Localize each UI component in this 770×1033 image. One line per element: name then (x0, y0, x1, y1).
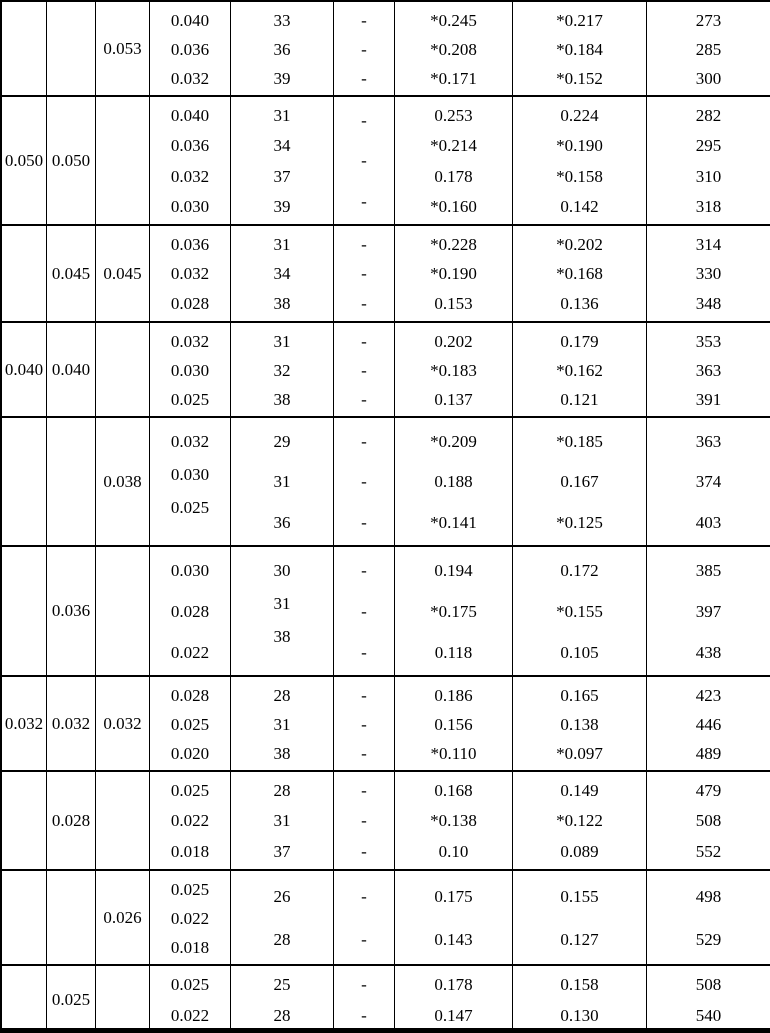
cell-value: 39 (273, 68, 291, 88)
cell-value: 438 (695, 642, 722, 662)
cell-value: 0.032 (170, 166, 210, 186)
cell-value: *0.141 (430, 512, 477, 532)
cell-value: 0.036 (170, 39, 210, 59)
table-cell-b3-c6 (334, 226, 395, 321)
table-cell-b7-c3 (96, 677, 150, 770)
cell-value: 38 (273, 627, 291, 646)
cell-value: - (361, 561, 367, 581)
table-cell-b5-c2 (47, 418, 96, 545)
cell-value: 0.025 (170, 498, 210, 517)
cell-value: 0.022 (170, 642, 210, 662)
cell-value: 0.045 (51, 263, 91, 283)
table-cell-b7-c5 (231, 677, 334, 770)
cell-value: - (361, 886, 367, 906)
table-cell-b7-c8 (513, 677, 647, 770)
table-cell-b2-c9 (647, 97, 770, 224)
cell-value: 0.130 (560, 1005, 599, 1025)
cell-value: *0.168 (556, 264, 603, 284)
table-cell-b6-c3 (96, 547, 150, 675)
cell-value: 0.045 (103, 263, 142, 283)
cell-value: 403 (695, 512, 722, 532)
cell-value: 0.143 (434, 930, 473, 950)
cell-value: - (361, 360, 367, 380)
cell-value: - (361, 111, 367, 131)
table-cell-b1-c8 (513, 2, 647, 95)
cell-value: 31 (273, 331, 291, 351)
cell-value: 0.032 (170, 264, 210, 284)
cell-value: 30 (273, 561, 291, 580)
cell-value: 38 (273, 294, 291, 314)
table-cell-b1-c3 (96, 2, 150, 95)
cell-value: 0.032 (170, 331, 210, 351)
table-cell-b8-c3 (96, 772, 150, 869)
cell-value: - (361, 234, 367, 254)
table-cell-b5-c5 (231, 418, 334, 545)
cell-value: 0.137 (434, 389, 473, 409)
cell-value: 0.050 (51, 150, 91, 170)
table-cell-b7-c9 (647, 677, 770, 770)
cell-value: 31 (273, 472, 291, 492)
cell-value: 300 (695, 68, 722, 88)
table-cell-b4-c3 (96, 323, 150, 416)
cell-value: *0.125 (556, 512, 603, 532)
cell-value: 363 (695, 360, 722, 380)
cell-value: *0.097 (556, 743, 603, 763)
cell-value: 0.186 (434, 685, 473, 705)
table-cell-b9-c7 (395, 871, 513, 964)
scan-edge-bottom (0, 1028, 770, 1033)
table-cell-b3-c3 (96, 226, 150, 321)
table-cell-b3-c5 (231, 226, 334, 321)
cell-value: *0.162 (556, 360, 603, 380)
cell-value: 0.022 (170, 1005, 210, 1025)
table-cell-b5-c4 (150, 418, 231, 545)
table-cell-b8-c4 (150, 772, 231, 869)
cell-value: - (361, 685, 367, 705)
table-cell-b10-c4 (150, 966, 231, 1033)
cell-value: 0.053 (103, 38, 142, 58)
cell-value: 0.155 (560, 886, 599, 906)
table-block (2, 226, 770, 323)
cell-value: 295 (695, 136, 722, 156)
table-cell-b9-c6 (334, 871, 395, 964)
table-cell-b1-c7 (395, 2, 513, 95)
table-cell-b2-c5 (231, 97, 334, 224)
table-cell-b5-c9 (647, 418, 770, 545)
cell-value: 25 (273, 975, 291, 995)
cell-value: - (361, 264, 367, 284)
table-cell-b4-c8 (513, 323, 647, 416)
cell-value: - (361, 781, 367, 801)
cell-value: - (361, 10, 367, 30)
cell-value: 529 (695, 930, 722, 950)
cell-value: 37 (273, 841, 291, 861)
cell-value: 0.032 (103, 713, 142, 733)
cell-value: 0.030 (170, 196, 210, 216)
cell-value: 0.168 (434, 781, 473, 801)
table-cell-b4-c1 (2, 323, 47, 416)
cell-value: 39 (273, 196, 291, 216)
table-cell-b5-c3 (96, 418, 150, 545)
table-cell-b6-c9 (647, 547, 770, 675)
cell-value: 0.050 (4, 150, 44, 170)
cell-value: 423 (695, 685, 722, 705)
table-cell-b9-c4 (150, 871, 231, 964)
cell-value: 0.025 (170, 879, 210, 899)
cell-value: 0.118 (434, 642, 473, 662)
cell-value: *0.175 (430, 601, 477, 621)
cell-value: *0.185 (556, 432, 603, 452)
cell-value: 0.032 (170, 432, 210, 451)
cell-value: 28 (273, 781, 291, 801)
cell-value: 540 (695, 1005, 722, 1025)
cell-value: *0.171 (430, 68, 477, 88)
table-cell-b8-c9 (647, 772, 770, 869)
cell-value: *0.155 (556, 601, 603, 621)
cell-value: 0.167 (560, 472, 599, 492)
cell-value: 0.127 (560, 930, 599, 950)
table-cell-b7-c7 (395, 677, 513, 770)
cell-value: - (361, 331, 367, 351)
table-block (2, 547, 770, 677)
cell-value: *0.217 (556, 10, 603, 30)
cell-value: 318 (695, 196, 722, 216)
table-cell-b4-c9 (647, 323, 770, 416)
cell-value: 0.138 (560, 714, 599, 734)
cell-value: - (361, 191, 367, 211)
cell-value: *0.190 (556, 136, 603, 156)
cell-value: 0.156 (434, 714, 473, 734)
table-cell-b2-c7 (395, 97, 513, 224)
cell-value: - (361, 39, 367, 59)
table-block (2, 677, 770, 772)
cell-value: - (361, 642, 367, 662)
cell-value: 37 (273, 166, 291, 186)
cell-value: 310 (695, 166, 722, 186)
cell-value: *0.228 (430, 234, 477, 254)
cell-value: 0.089 (560, 841, 599, 861)
cell-value: 0.025 (170, 975, 210, 995)
table-cell-b6-c6 (334, 547, 395, 675)
table-cell-b6-c7 (395, 547, 513, 675)
cell-value: 0.026 (103, 907, 142, 927)
cell-value: 348 (695, 294, 722, 314)
table-cell-b10-c9 (647, 966, 770, 1033)
table-cell-b8-c2 (47, 772, 96, 869)
table-cell-b10-c3 (96, 966, 150, 1033)
table-cell-b2-c1 (2, 97, 47, 224)
cell-value: 0.028 (51, 810, 91, 830)
cell-value: 397 (695, 601, 722, 621)
cell-value: - (361, 294, 367, 314)
cell-value: *0.158 (556, 166, 603, 186)
table-block (2, 966, 770, 1033)
cell-value: - (361, 930, 367, 950)
cell-value: - (361, 151, 367, 171)
cell-value: 0.121 (560, 389, 599, 409)
table-cell-b9-c9 (647, 871, 770, 964)
cell-value: *0.184 (556, 39, 603, 59)
table-block (2, 2, 770, 97)
cell-value: 0.020 (170, 743, 210, 763)
cell-value: - (361, 841, 367, 861)
cell-value: *0.209 (430, 432, 477, 452)
cell-value: 33 (273, 10, 291, 30)
table-cell-b10-c6 (334, 966, 395, 1033)
table-cell-b4-c2 (47, 323, 96, 416)
cell-value: - (361, 975, 367, 995)
table-cell-b2-c6 (334, 97, 395, 224)
table-cell-b3-c2 (47, 226, 96, 321)
table-cell-b8-c1 (2, 772, 47, 869)
cell-value: - (361, 811, 367, 831)
cell-value: 28 (273, 685, 291, 705)
cell-value: 0.040 (170, 10, 210, 30)
cell-value: 353 (695, 331, 722, 351)
cell-value: 28 (273, 930, 291, 950)
cell-value: 28 (273, 1005, 291, 1025)
table-block (2, 323, 770, 418)
cell-value: *0.160 (430, 196, 477, 216)
cell-value: *0.208 (430, 39, 477, 59)
table-cell-b2-c3 (96, 97, 150, 224)
cell-value: 0.153 (434, 294, 473, 314)
cell-value: 0.025 (170, 389, 210, 409)
cell-value: 31 (273, 594, 291, 613)
cell-value: *0.202 (556, 234, 603, 254)
cell-value: 0.036 (170, 136, 210, 156)
table-cell-b1-c4 (150, 2, 231, 95)
cell-value: 0.149 (560, 781, 599, 801)
table-cell-b8-c6 (334, 772, 395, 869)
table-cell-b6-c1 (2, 547, 47, 675)
cell-value: - (361, 389, 367, 409)
table-cell-b6-c8 (513, 547, 647, 675)
cell-value: 0.028 (170, 294, 210, 314)
cell-value: 0.032 (170, 68, 210, 88)
cell-value: 0.030 (170, 561, 210, 581)
table-cell-b1-c2 (47, 2, 96, 95)
table-cell-b4-c6 (334, 323, 395, 416)
table-cell-b2-c2 (47, 97, 96, 224)
cell-value: *0.183 (430, 360, 477, 380)
cell-value: 0.028 (170, 685, 210, 705)
cell-value: 0.253 (434, 106, 473, 126)
table-cell-b8-c7 (395, 772, 513, 869)
table-cell-b3-c9 (647, 226, 770, 321)
cell-value: - (361, 472, 367, 492)
cell-value: 0.038 (103, 471, 142, 491)
cell-value: 552 (695, 841, 722, 861)
cell-value: 0.224 (560, 106, 599, 126)
cell-value: 0.028 (170, 601, 210, 621)
table-cell-b4-c7 (395, 323, 513, 416)
table-cell-b2-c4 (150, 97, 231, 224)
table-cell-b1-c6 (334, 2, 395, 95)
cell-value: 32 (273, 360, 291, 380)
cell-value: 0.032 (4, 713, 44, 733)
cell-value: 0.158 (560, 975, 599, 995)
cell-value: 330 (695, 264, 722, 284)
cell-value: *0.245 (430, 10, 477, 30)
table-cell-b9-c2 (47, 871, 96, 964)
cell-value: 31 (273, 714, 291, 734)
cell-value: 0.178 (434, 975, 473, 995)
cell-value: 508 (695, 975, 722, 995)
table-cell-b6-c2 (47, 547, 96, 675)
table-cell-b10-c8 (513, 966, 647, 1033)
table-cell-b1-c5 (231, 2, 334, 95)
table-cell-b5-c7 (395, 418, 513, 545)
cell-value: 0.036 (51, 601, 91, 620)
table-cell-b8-c8 (513, 772, 647, 869)
table-cell-b3-c1 (2, 226, 47, 321)
cell-value: *0.138 (430, 811, 477, 831)
table-cell-b1-c9 (647, 2, 770, 95)
cell-value: 0.030 (170, 360, 210, 380)
cell-value: 0.136 (560, 294, 599, 314)
table-cell-b6-c4 (150, 547, 231, 675)
cell-value: - (361, 601, 367, 621)
table-cell-b3-c8 (513, 226, 647, 321)
cell-value: 0.022 (170, 811, 210, 831)
table-cell-b2-c8 (513, 97, 647, 224)
cell-value: 508 (695, 811, 722, 831)
table-block (2, 418, 770, 547)
cell-value: 391 (695, 389, 722, 409)
cell-value: 0.194 (434, 561, 473, 581)
cell-value: 0.202 (434, 331, 473, 351)
cell-value: - (361, 432, 367, 452)
cell-value: *0.110 (430, 743, 477, 763)
table-cell-b6-c5 (231, 547, 334, 675)
cell-value: 0.025 (51, 989, 91, 1009)
cell-value: *0.152 (556, 68, 603, 88)
cell-value: 0.040 (4, 359, 44, 379)
cell-value: 0.10 (438, 841, 469, 861)
cell-value: 36 (273, 39, 291, 59)
cell-value: 282 (695, 106, 722, 126)
table-cell-b8-c5 (231, 772, 334, 869)
cell-value: 0.025 (170, 781, 210, 801)
cell-value: *0.190 (430, 264, 477, 284)
table-cell-b9-c8 (513, 871, 647, 964)
cell-value: 0.165 (560, 685, 599, 705)
cell-value: 29 (273, 432, 291, 452)
cell-value: 0.142 (560, 196, 599, 216)
table-cell-b3-c4 (150, 226, 231, 321)
cell-value: 0.179 (560, 331, 599, 351)
cell-value: 0.036 (170, 234, 210, 254)
cell-value: 385 (695, 561, 722, 581)
cell-value: 0.188 (434, 472, 473, 492)
cell-value: 38 (273, 743, 291, 763)
table-cell-b7-c2 (47, 677, 96, 770)
cell-value: 285 (695, 39, 722, 59)
cell-value: 489 (695, 743, 722, 763)
cell-value: - (361, 68, 367, 88)
cell-value: 0.178 (434, 166, 473, 186)
cell-value: 26 (273, 886, 291, 906)
cell-value: - (361, 743, 367, 763)
cell-value: - (361, 512, 367, 532)
cell-value: - (361, 1005, 367, 1025)
cell-value: - (361, 714, 367, 734)
cell-value: 31 (273, 811, 291, 831)
table-cell-b5-c1 (2, 418, 47, 545)
cell-value: 363 (695, 432, 722, 452)
cell-value: 273 (695, 10, 722, 30)
cell-value: 36 (273, 512, 291, 532)
table-cell-b4-c5 (231, 323, 334, 416)
table-cell-b7-c6 (334, 677, 395, 770)
cell-value: 0.147 (434, 1005, 473, 1025)
cell-value: 31 (273, 106, 291, 126)
cell-value: 31 (273, 234, 291, 254)
table-cell-b7-c1 (2, 677, 47, 770)
table-cell-b10-c1 (2, 966, 47, 1033)
cell-value: 374 (695, 472, 722, 492)
cell-value: 0.032 (51, 713, 91, 733)
cell-value: 0.040 (170, 106, 210, 126)
cell-value: 0.018 (170, 841, 210, 861)
cell-value: 479 (695, 781, 722, 801)
table-cell-b3-c7 (395, 226, 513, 321)
cell-value: 446 (695, 714, 722, 734)
cell-value: 0.105 (560, 642, 599, 662)
table-cell-b5-c6 (334, 418, 395, 545)
cell-value: 34 (273, 136, 291, 156)
cell-value: 0.030 (170, 465, 210, 484)
cell-value: 0.172 (560, 561, 599, 581)
cell-value: 0.018 (170, 937, 210, 957)
cell-value: 0.022 (170, 908, 210, 928)
table-cell-b9-c5 (231, 871, 334, 964)
table-cell-b10-c2 (47, 966, 96, 1033)
table-cell-b7-c4 (150, 677, 231, 770)
cell-value: 498 (695, 886, 722, 906)
cell-value: 34 (273, 264, 291, 284)
table-block (2, 772, 770, 871)
cell-value: *0.214 (430, 136, 477, 156)
table-cell-b4-c4 (150, 323, 231, 416)
table-cell-b1-c1 (2, 2, 47, 95)
table-cell-b10-c5 (231, 966, 334, 1033)
table-block (2, 97, 770, 226)
cell-value: 0.025 (170, 714, 210, 734)
cell-value: *0.122 (556, 811, 603, 831)
table-block (2, 871, 770, 966)
table-cell-b9-c1 (2, 871, 47, 964)
cell-value: 314 (695, 234, 722, 254)
cell-value: 0.040 (51, 359, 91, 379)
table-cell-b9-c3 (96, 871, 150, 964)
cell-value: 38 (273, 389, 291, 409)
table-cell-b10-c7 (395, 966, 513, 1033)
cell-value: 0.175 (434, 886, 473, 906)
table-cell-b5-c8 (513, 418, 647, 545)
